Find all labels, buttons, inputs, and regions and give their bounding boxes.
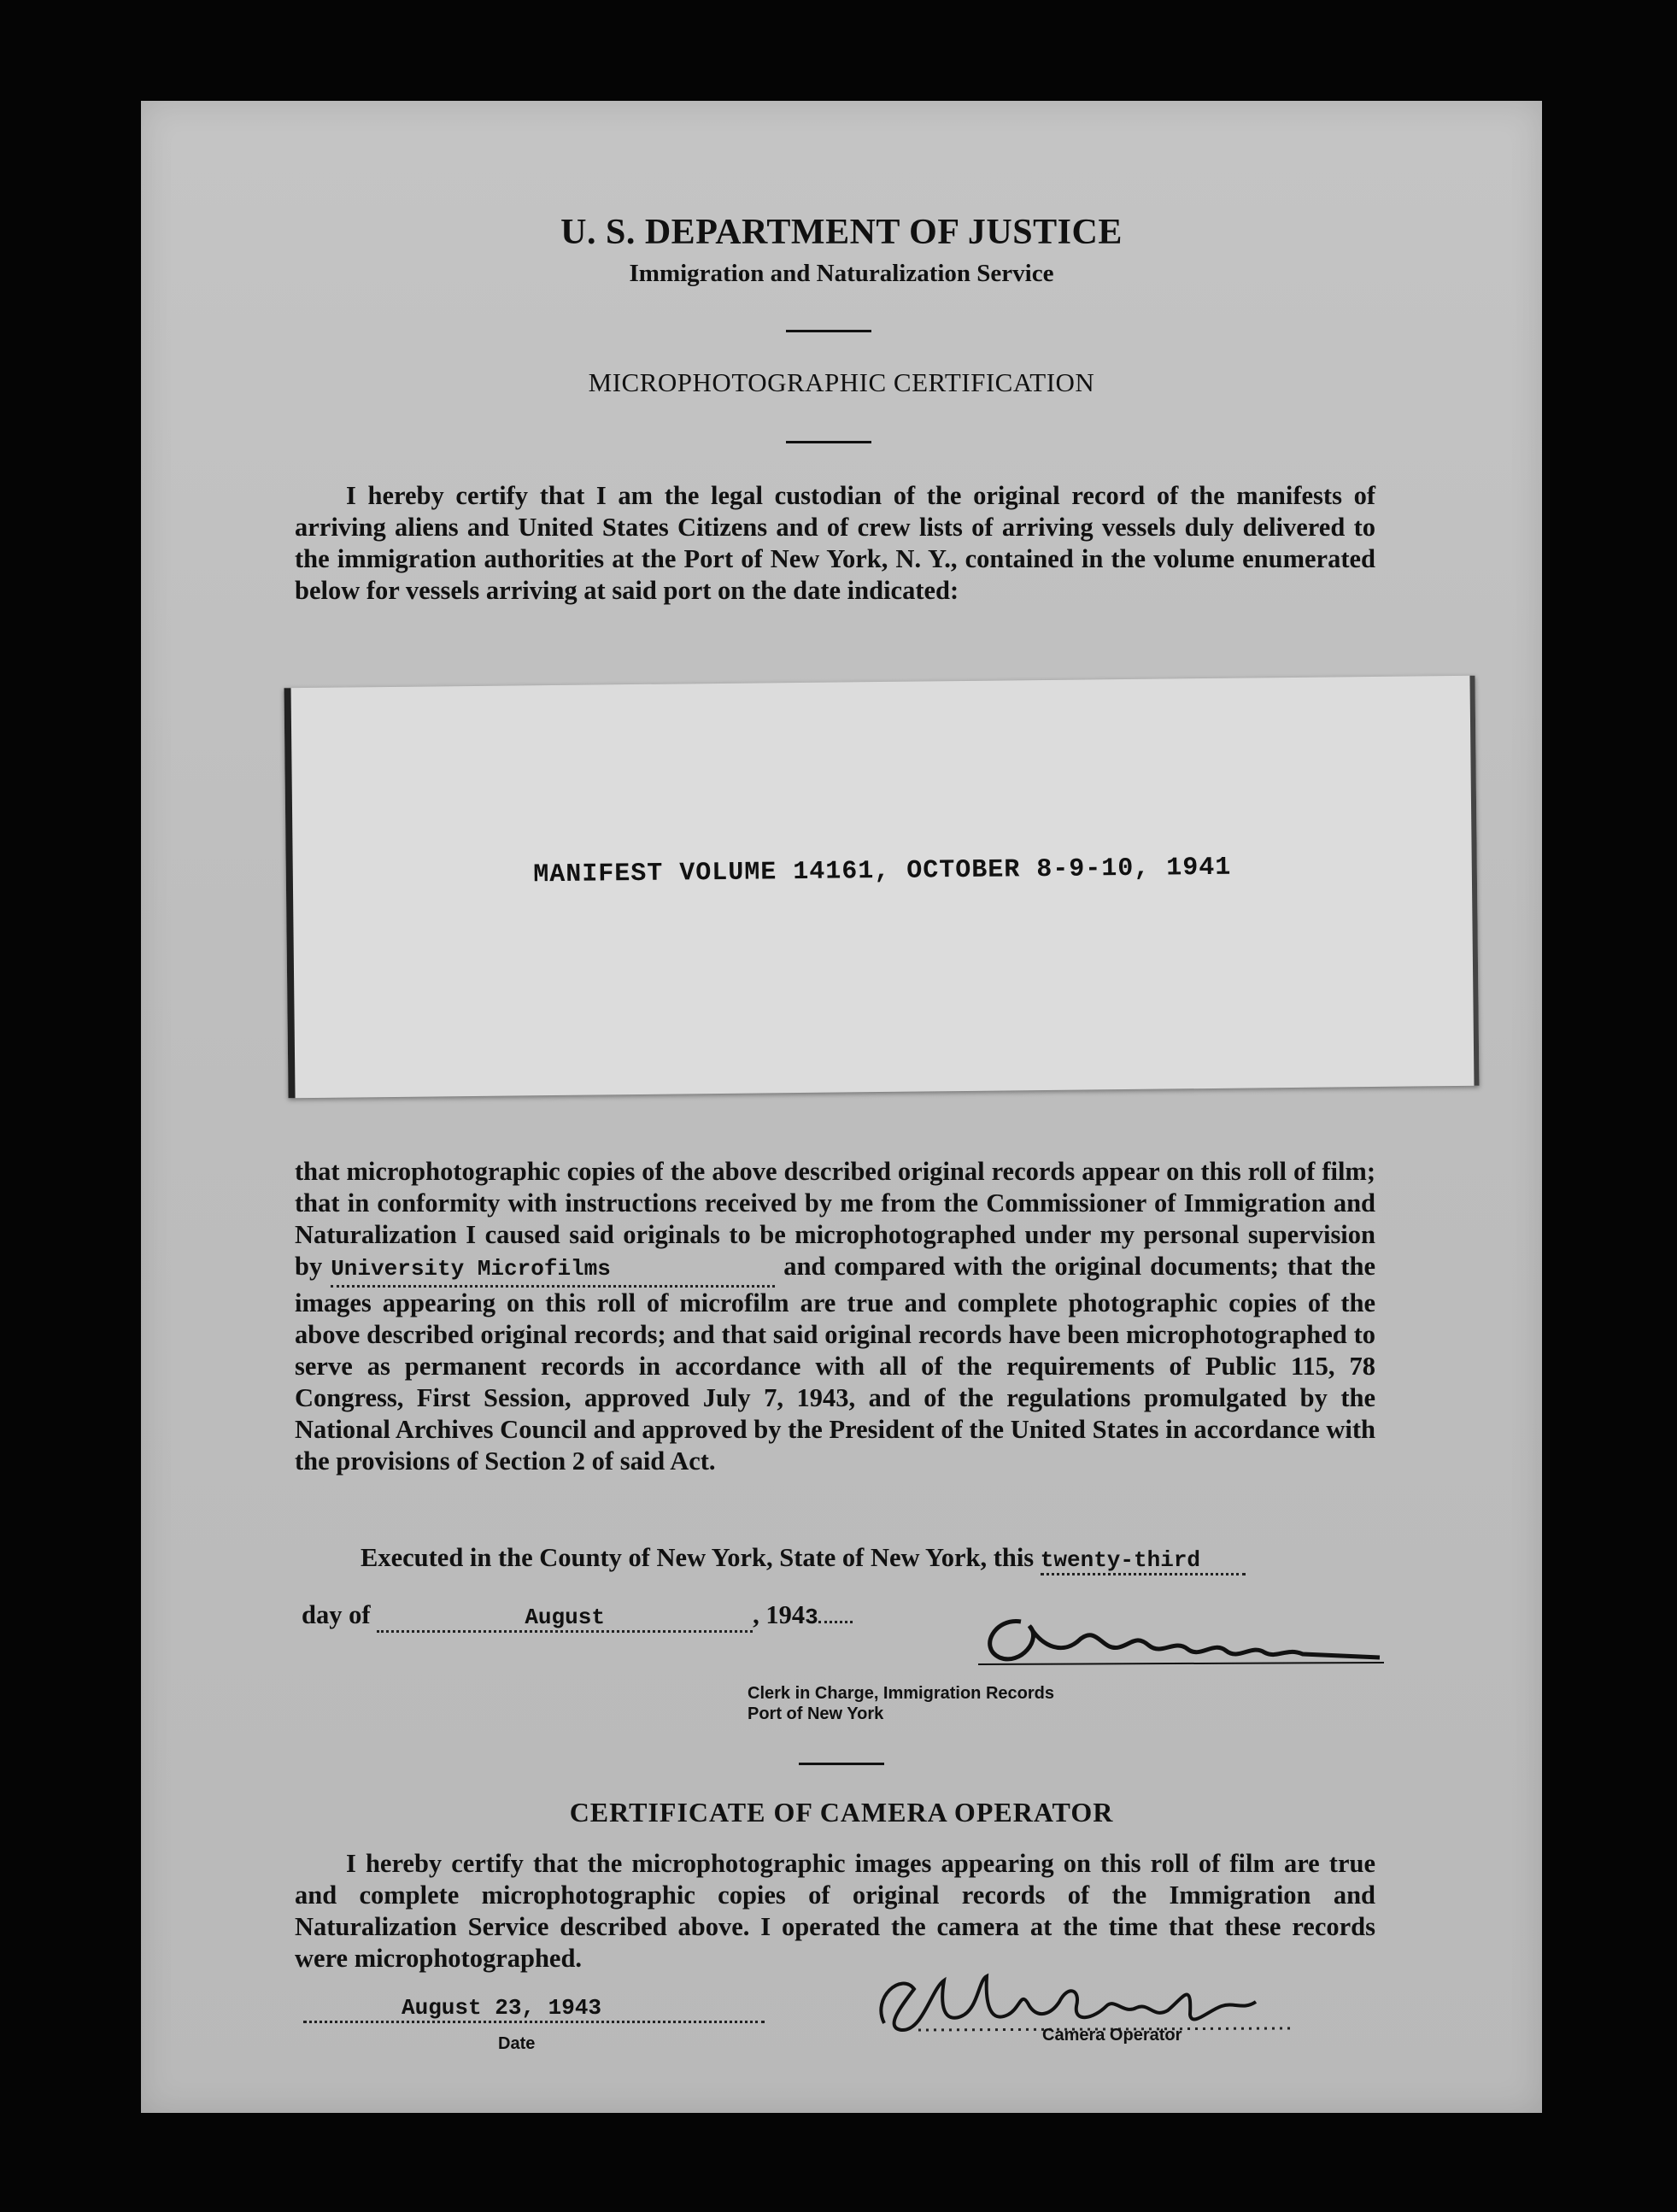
execution-line bbox=[361, 1543, 1377, 1575]
clerk-title bbox=[748, 1683, 1054, 1724]
certificate-sheet bbox=[141, 101, 1542, 2113]
camera-date-value: August 23, 1943 bbox=[402, 1995, 602, 2021]
divider-bottom bbox=[799, 1763, 884, 1765]
clerk-signature bbox=[961, 1587, 1388, 1681]
day-value: twenty-third bbox=[1040, 1547, 1201, 1573]
month-value: August bbox=[525, 1605, 605, 1630]
year-digit: 3 bbox=[805, 1605, 818, 1630]
volume-slip bbox=[284, 676, 1480, 1099]
body-part2: and compared with the original documents; that the images appearing on this roll of microfilm are true and complete photographic copies of the above described original records; and that said original records have been microphotographed to serve as permanent records in accordance with all of the requirements of Public 115, 78 Congress, First Session, approved July 7, 1943, and of the regulations promulgated by the National Archives Council and approved by the President of the United States in accordance with the provisions of Section 2 of said Act. bbox=[295, 1252, 1376, 1476]
divider-mid bbox=[786, 441, 871, 443]
year-prefix: , 194 bbox=[753, 1600, 806, 1629]
intro-text: I hereby certify that I am the legal custodian of the original record of the manifests of arriving aliens and United States Citizens and of crew lists of arriving vessels duly delivered to the immigration authorities at the Port of New York, N. Y., contained in the volume enumerated below for vessels arriving at said port on the date indicated: bbox=[295, 481, 1375, 605]
day-field bbox=[1041, 1543, 1246, 1575]
date-label: Date bbox=[498, 2034, 536, 2053]
year-trail bbox=[818, 1621, 853, 1623]
day-of-label: day of bbox=[302, 1600, 371, 1629]
photographer-field bbox=[331, 1251, 775, 1288]
camera-operator-title: CERTIFICATE OF CAMERA OPERATOR bbox=[569, 1797, 1114, 1828]
divider-top bbox=[786, 330, 871, 332]
service-subheading: Immigration and Naturalization Service bbox=[629, 260, 1054, 287]
month-field bbox=[377, 1600, 753, 1633]
body-part1: that microphotographic copies of the above described original records appear on this roll of film; that in conformity with instructions received by me from the Commissioner of Immigration and Naturalization I caused said originals to be microphotographed under my personal supervision by bbox=[295, 1157, 1375, 1281]
agency-heading: U. S. DEPARTMENT OF JUSTICE bbox=[560, 213, 1123, 252]
body-paragraph bbox=[295, 1156, 1375, 1477]
camera-date-field bbox=[303, 1991, 765, 2023]
photographer-value: University Microfilms bbox=[331, 1256, 611, 1282]
clerk-title-line2: Port of New York bbox=[748, 1704, 884, 1723]
camera-date-line bbox=[303, 1991, 765, 2023]
date-line bbox=[302, 1600, 853, 1633]
intro-paragraph bbox=[295, 480, 1375, 607]
camera-text: I hereby certify that the microphotographic images appearing on this roll of film are true and complete microphotographic copies of original records of the Immigration and Naturalization Service described above. I operated the camera at the time that these records were microphotographed. bbox=[295, 1849, 1375, 1973]
camera-operator-label: Camera Operator bbox=[1042, 2026, 1182, 2045]
execution-lead: Executed in the County of New York, State of New York, this bbox=[361, 1543, 1035, 1572]
clerk-title-line1: Clerk in Charge, Immigration Records bbox=[748, 1684, 1054, 1703]
volume-slip-text: MANIFEST VOLUME 14161, OCTOBER 8-9-10, 1941 bbox=[533, 853, 1232, 890]
certification-title: MICROPHOTOGRAPHIC CERTIFICATION bbox=[588, 367, 1095, 397]
